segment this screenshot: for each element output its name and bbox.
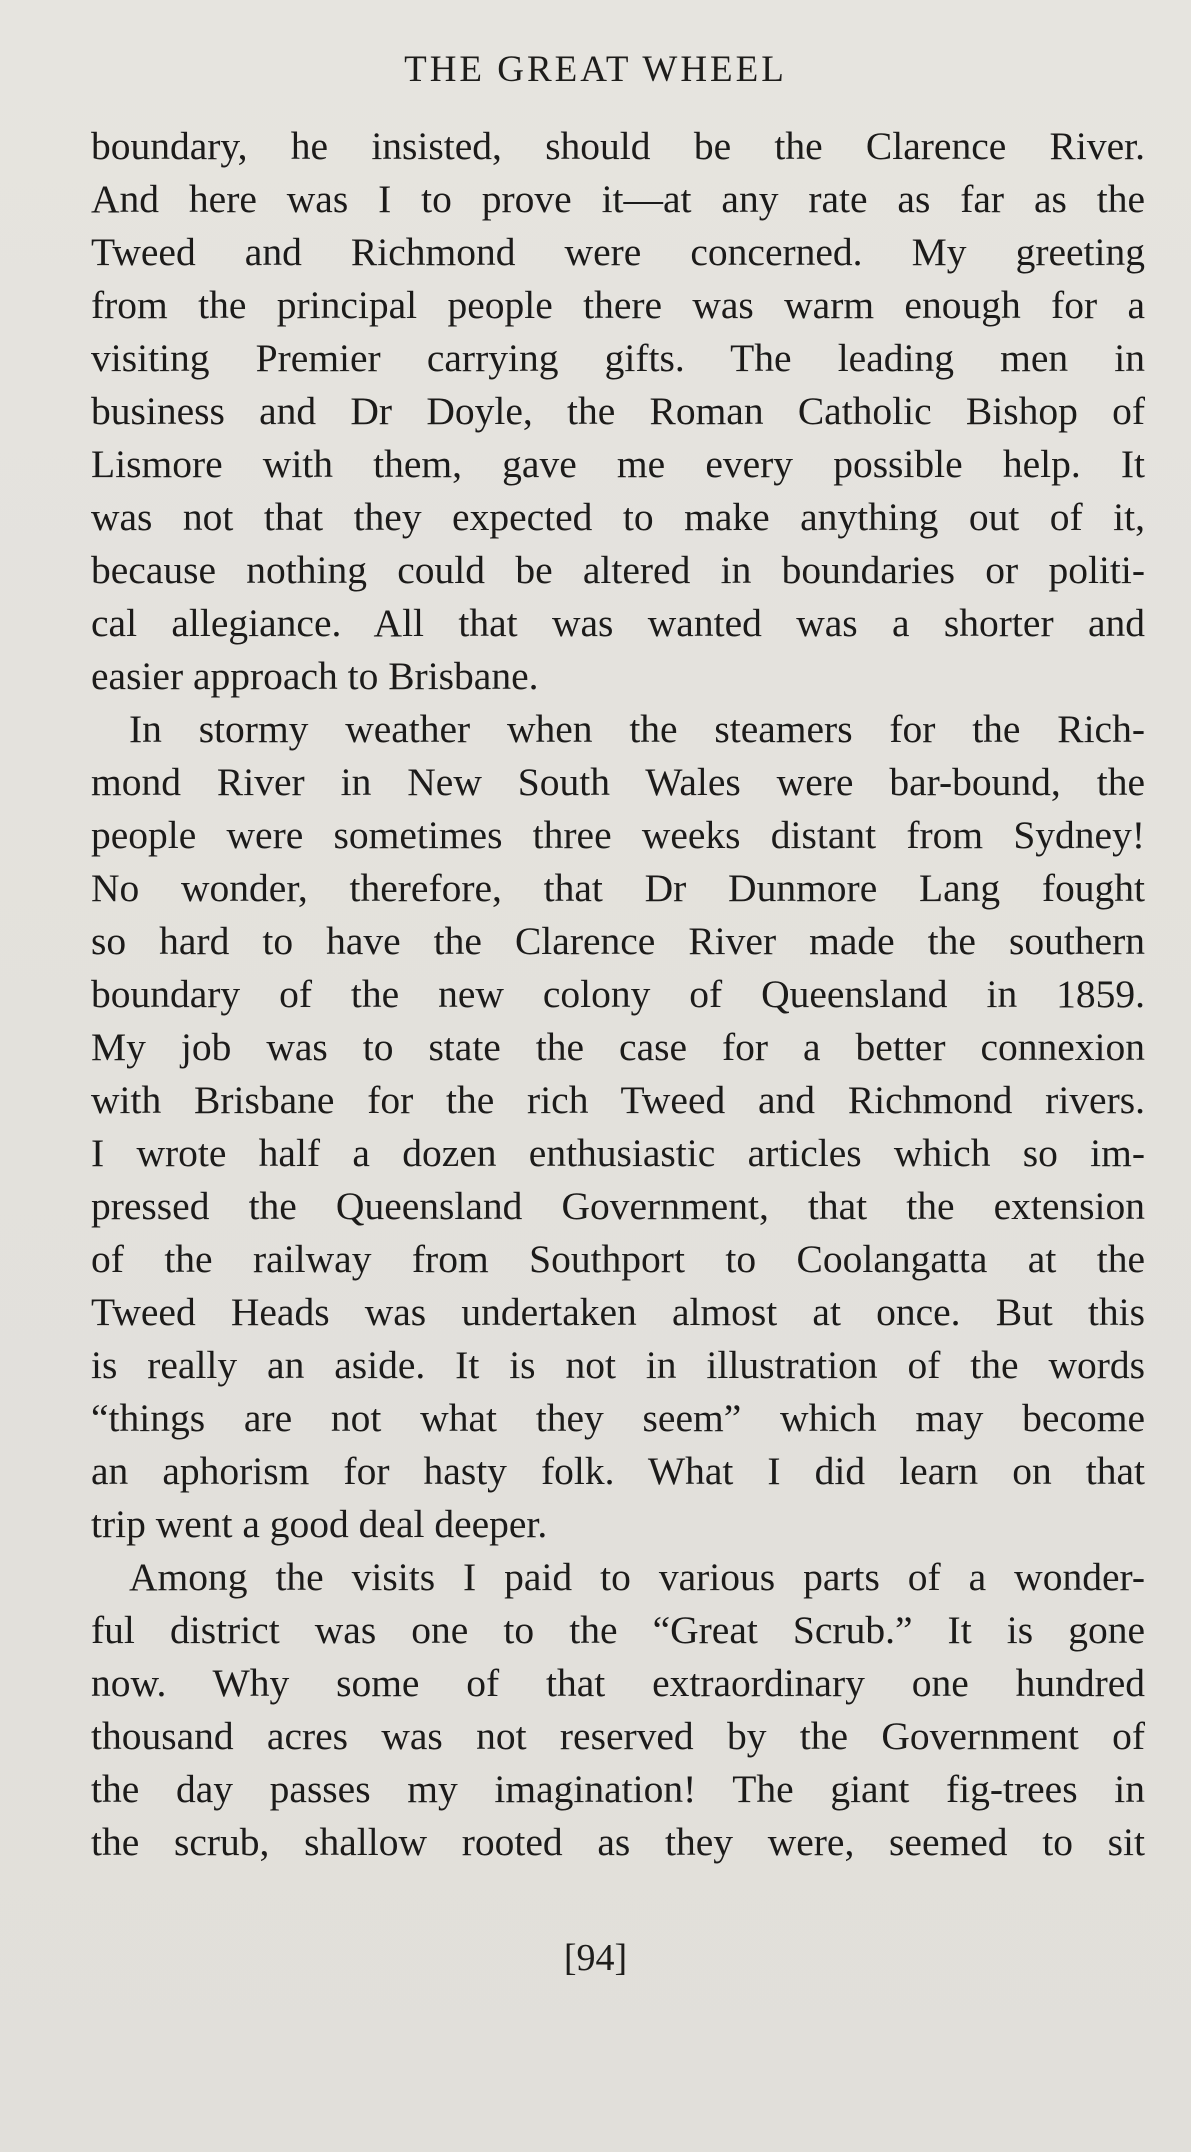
text-line: people were sometimes three weeks distant from Sydney!	[91, 813, 1145, 857]
text-line: Tweed and Richmond were concerned. My greeting	[91, 230, 1145, 274]
text-line: My job was to state the case for a better connexion	[91, 1025, 1145, 1069]
text-line: because nothing could be altered in boundaries or politi-	[91, 548, 1145, 592]
text-line: boundary, he insisted, should be the Clarence River.	[91, 124, 1145, 168]
text-line: In stormy weather when the steamers for the Rich-	[129, 707, 1145, 751]
text-line: I wrote half a dozen enthusiastic articles which so im-	[91, 1131, 1145, 1175]
text-line: pressed the Queensland Government, that the extension	[91, 1184, 1145, 1228]
paragraph-end-line: easier approach to Brisbane.	[91, 654, 539, 698]
page-number: [94]	[563, 1937, 628, 1979]
body-text	[91, 120, 1145, 1869]
text-line: the scrub, shallow rooted as they were, seemed to sit	[91, 1820, 1145, 1864]
text-line: visiting Premier carrying gifts. The leading men in	[91, 336, 1145, 380]
text-line: No wonder, therefore, that Dr Dunmore Lang fought	[91, 866, 1145, 910]
text-line: thousand acres was not reserved by the Government of	[91, 1714, 1145, 1758]
text-line: now. Why some of that extraordinary one hundred	[91, 1661, 1145, 1705]
text-line: boundary of the new colony of Queensland in 1859.	[91, 972, 1145, 1016]
text-line: “things are not what they seem” which may become	[91, 1396, 1145, 1440]
text-line: ful district was one to the “Great Scrub.” It is gone	[91, 1608, 1145, 1652]
text-line: cal allegiance. All that was wanted was a shorter and	[91, 601, 1145, 645]
text-line: Tweed Heads was undertaken almost at once. But this	[91, 1290, 1145, 1334]
text-line: And here was I to prove it—at any rate as far as the	[91, 177, 1145, 221]
text-line: is really an aside. It is not in illustration of the words	[91, 1343, 1145, 1387]
paragraph-end-line: trip went a good deal deeper.	[91, 1502, 548, 1546]
text-line: of the railway from Southport to Coolangatta at the	[91, 1237, 1145, 1281]
text-line: the day passes my imagination! The giant fig-trees in	[91, 1767, 1145, 1811]
text-line: an aphorism for hasty folk. What I did learn on that	[91, 1449, 1145, 1493]
running-head: THE GREAT WHEEL	[404, 49, 787, 90]
text-line: Among the visits I paid to various parts of a wonder-	[129, 1555, 1145, 1599]
text-line: Lismore with them, gave me every possible help. It	[91, 442, 1145, 486]
text-line: mond River in New South Wales were bar-bound, the	[91, 760, 1145, 804]
text-line: from the principal people there was warm enough for a	[91, 283, 1145, 327]
text-line: with Brisbane for the rich Tweed and Richmond rivers.	[91, 1078, 1145, 1122]
text-line: so hard to have the Clarence River made the southern	[91, 919, 1145, 963]
text-line: was not that they expected to make anything out of it,	[91, 495, 1145, 539]
text-line: business and Dr Doyle, the Roman Catholic Bishop of	[91, 389, 1145, 433]
